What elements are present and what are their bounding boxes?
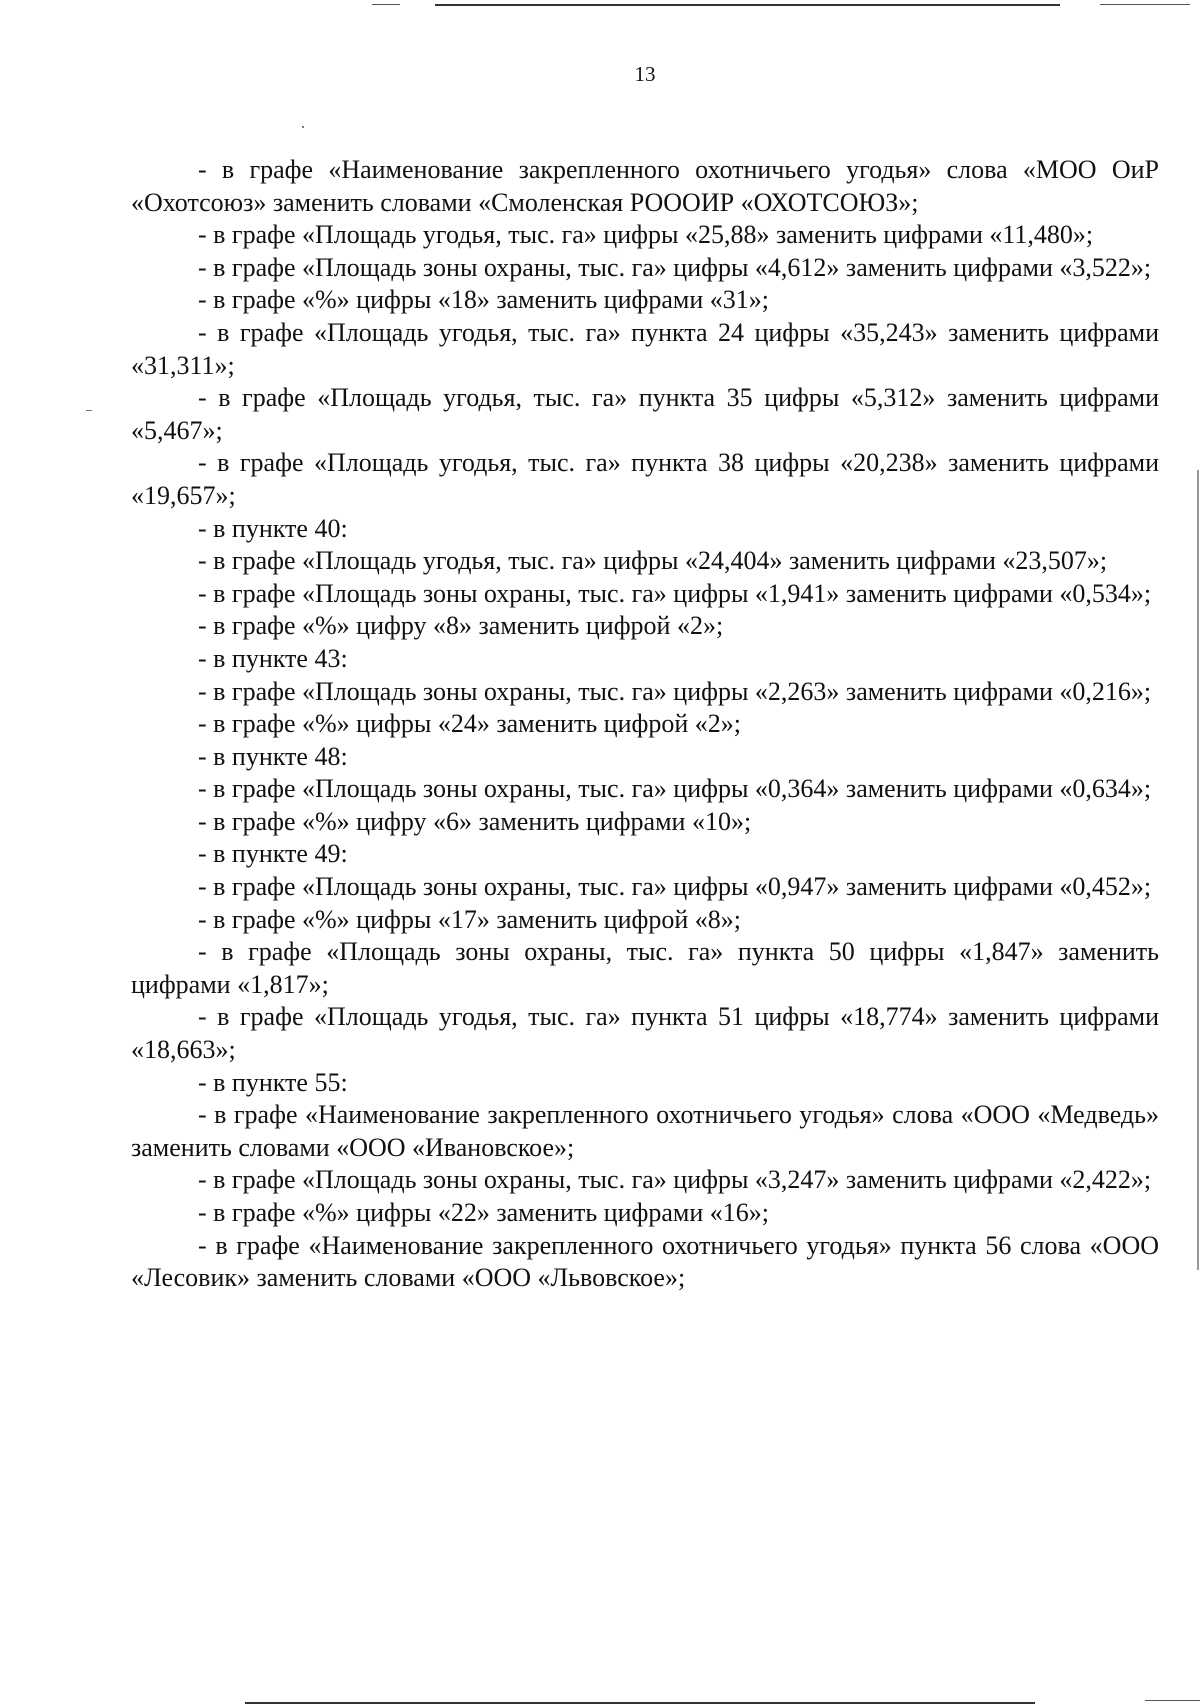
paragraph: - в графе «Наименование закрепленного охотничьего угодья» слова «МОО ОиР «Охотсоюз» заменить словами «Смоленская РОООИР «ОХОТСОЮЗ»; <box>131 155 1159 217</box>
paragraph: - в графе «%» цифру «6» заменить цифрами «10»; <box>198 806 752 836</box>
scan-edge-line <box>245 1702 1035 1704</box>
paragraph: - в графе «Наименование закрепленного охотничьего угодья» слова «ООО «Медведь» заменить словами «ООО «Ивановское»; <box>131 1100 1159 1162</box>
paragraph: - в графе «Площадь зоны охраны, тыс. га» цифры «0,364» заменить цифрами «0,634»; <box>198 774 1152 804</box>
paragraph: - в пункте 43: <box>198 643 348 673</box>
paragraph: - в пункте 48: <box>198 741 348 771</box>
paragraph: - в пункте 49: <box>198 839 348 869</box>
paragraph: - в графе «Площадь зоны охраны, тыс. га» цифры «2,263» заменить цифрами «0,216»; <box>198 676 1152 706</box>
paragraph: - в графе «Площадь зоны охраны, тыс. га» пункта 50 цифры «1,847» заменить цифрами «1,817»; <box>131 937 1159 999</box>
paragraph: - в пункте 55: <box>198 1067 348 1097</box>
paragraph: - в графе «Площадь зоны охраны, тыс. га» цифры «3,247» заменить цифрами «2,422»; <box>198 1165 1152 1195</box>
paragraph: - в графе «Площадь угодья, тыс. га» цифры «25,88» заменить цифрами «11,480»; <box>198 220 1094 250</box>
scan-edge-line <box>1100 4 1190 5</box>
paragraph: - в графе «Площадь зоны охраны, тыс. га» цифры «1,941» заменить цифрами «0,534»; <box>198 578 1152 608</box>
paragraph: - в графе «Наименование закрепленного охотничьего угодья» пункта 56 слова «ООО «Лесовик» заменить словами «ООО «Львовское»; <box>131 1230 1159 1293</box>
page-number: 13 <box>634 62 656 86</box>
scan-edge-line <box>435 4 1060 6</box>
paragraph: - в пункте 40: <box>198 513 348 543</box>
paragraph: - в графе «%» цифры «24» заменить цифрой «2»; <box>198 709 741 739</box>
paragraph: - в графе «%» цифры «18» заменить цифрами «31»; <box>198 285 769 315</box>
paragraph: - в графе «%» цифры «17» заменить цифрой «8»; <box>198 904 741 934</box>
paragraph: - в графе «Площадь угодья, тыс. га» пункта 38 цифры «20,238» заменить цифрами «19,657»; <box>131 448 1159 510</box>
paragraph: - в графе «Площадь зоны охраны, тыс. га» цифры «0,947» заменить цифрами «0,452»; <box>198 872 1152 902</box>
scan-edge-line <box>1145 1700 1200 1701</box>
paragraph: - в графе «Площадь зоны охраны, тыс. га» цифры «4,612» заменить цифрами «3,522»; <box>198 252 1152 282</box>
paragraph: - в графе «Площадь угодья, тыс. га» пункта 24 цифры «35,243» заменить цифрами «31,311»; <box>131 317 1159 380</box>
scan-edge-line <box>372 4 400 5</box>
document-body <box>131 154 1159 1295</box>
paragraph: - в графе «Площадь угодья, тыс. га» цифры «24,404» заменить цифрами «23,507»; <box>198 546 1108 576</box>
paragraph: - в графе «Площадь угодья, тыс. га» пункта 35 цифры «5,312» заменить цифрами «5,467»; <box>131 383 1159 445</box>
paragraph: - в графе «%» цифры «22» заменить цифрами «16»; <box>198 1198 769 1227</box>
paragraph: - в графе «%» цифру «8» заменить цифрой «2»; <box>198 611 724 641</box>
scan-speck <box>86 410 92 411</box>
paragraph: - в графе «Площадь угодья, тыс. га» пункта 51 цифры «18,774» заменить цифрами «18,663»; <box>131 1002 1159 1065</box>
scan-speck <box>302 126 304 128</box>
scan-edge-line <box>1197 470 1199 1270</box>
